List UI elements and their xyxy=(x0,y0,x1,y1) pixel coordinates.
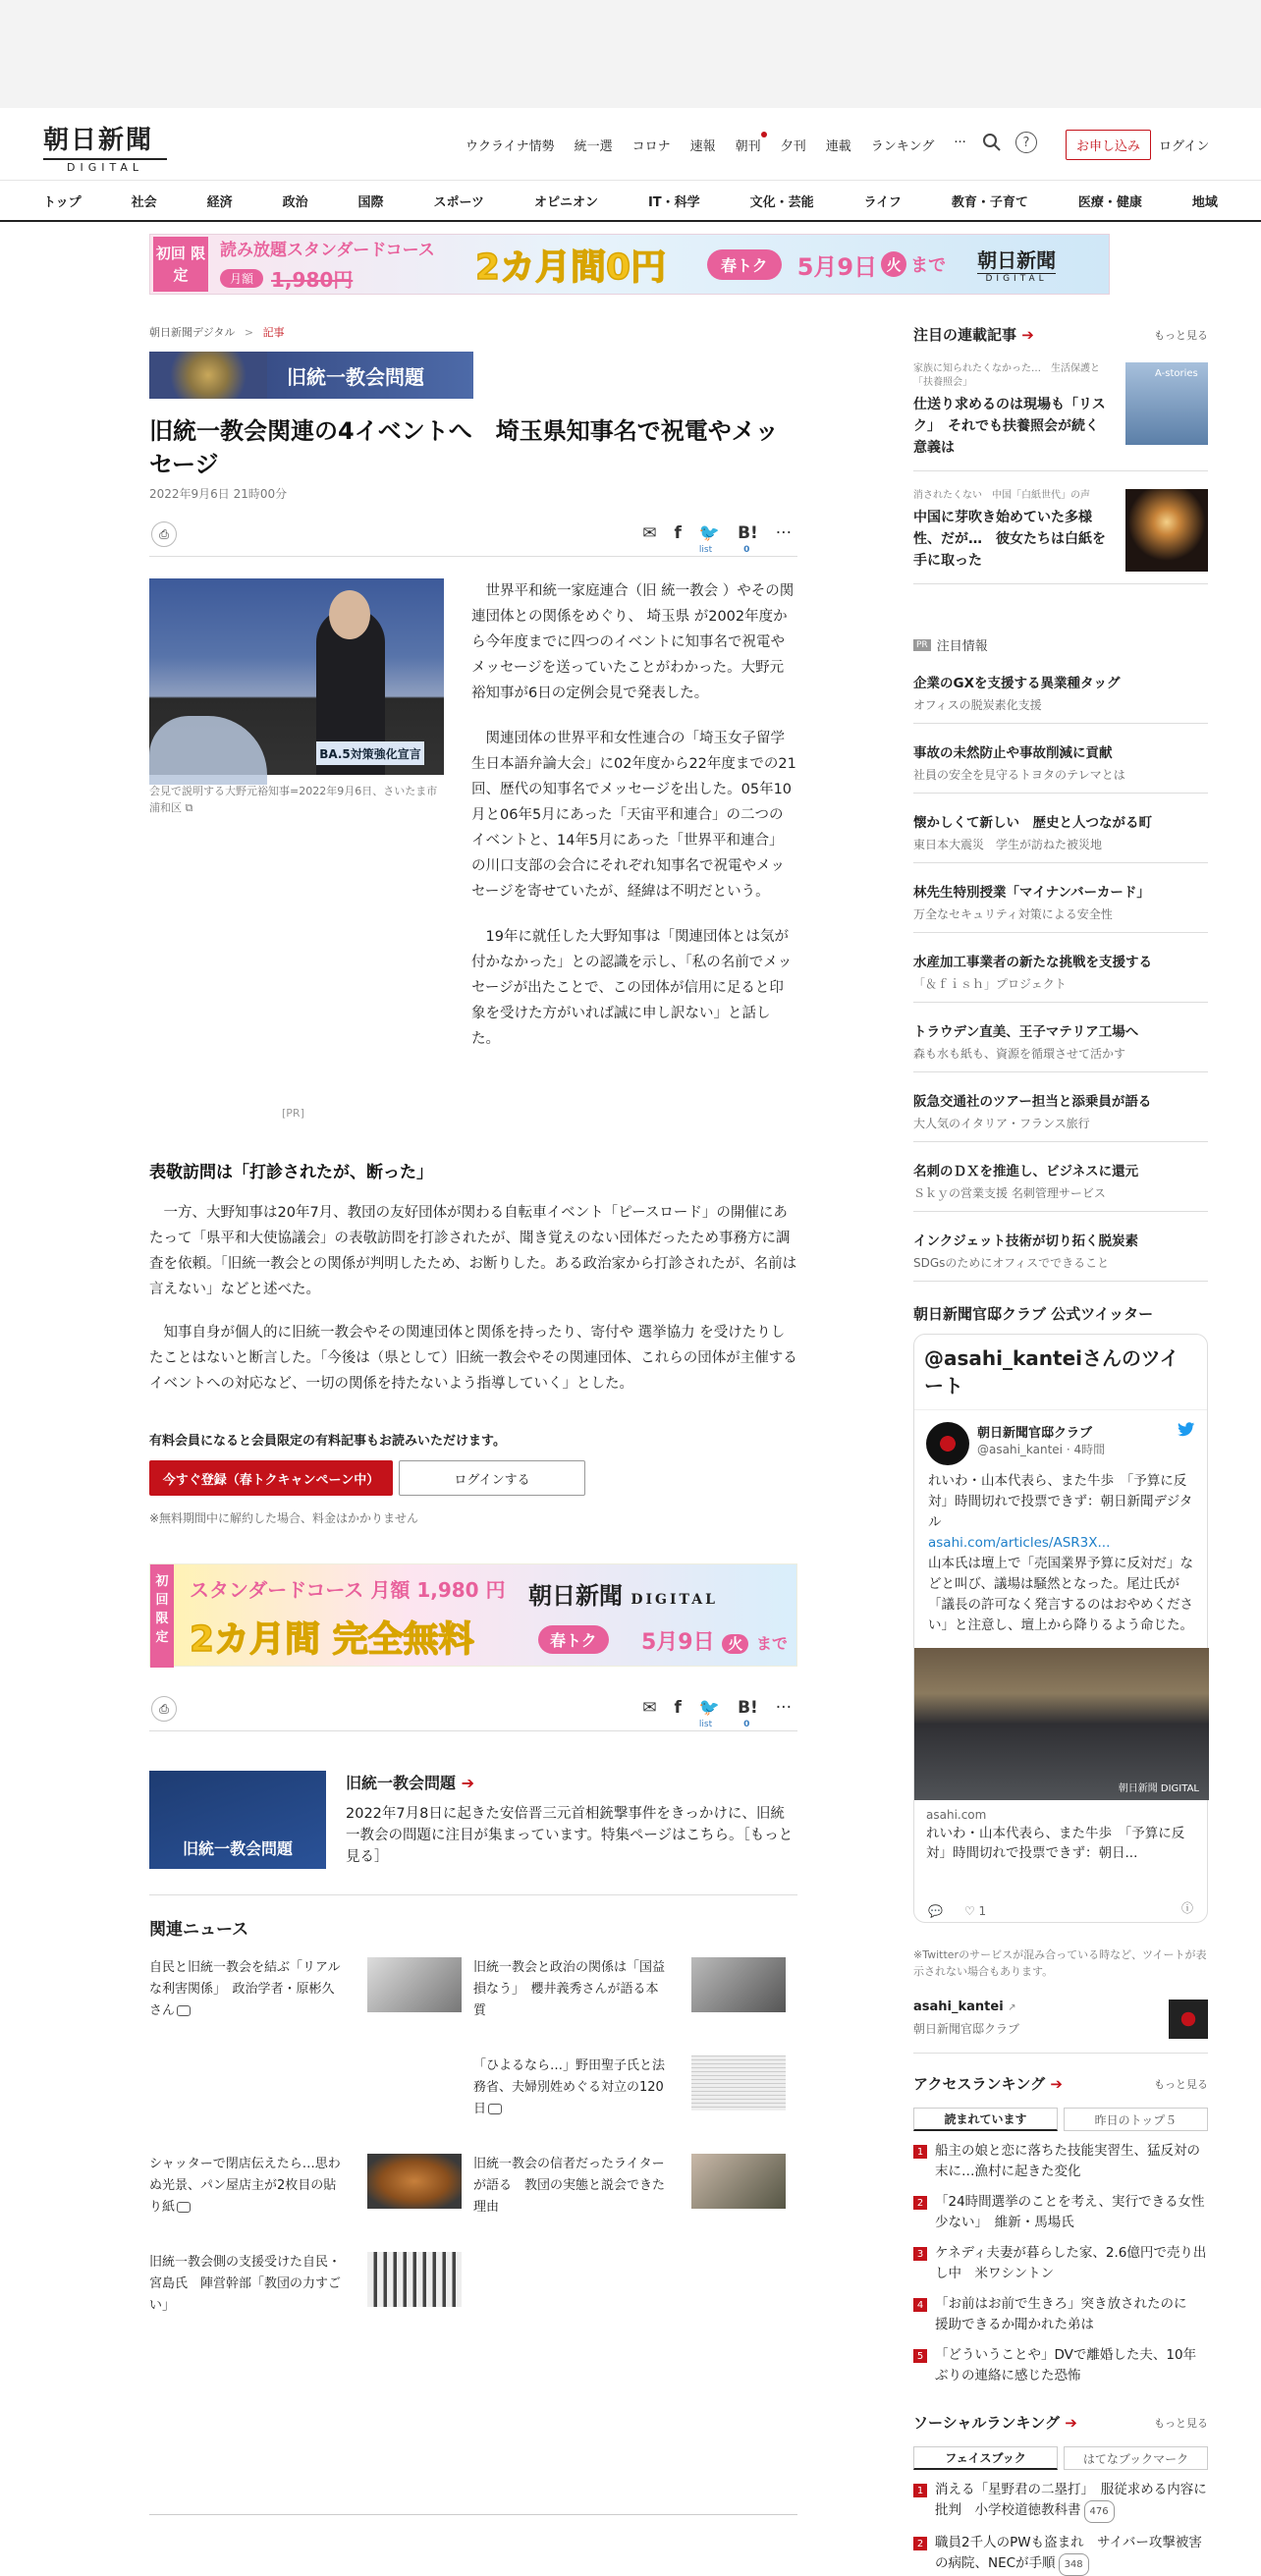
login-link[interactable]: ログイン xyxy=(1159,139,1210,154)
serial-thumb xyxy=(1125,489,1208,572)
twitter-bird-icon xyxy=(1178,1422,1195,1438)
header-nav-item[interactable]: コロナ xyxy=(631,139,671,154)
info-icon[interactable]: ⓘ xyxy=(1180,1901,1193,1915)
more-share-icon[interactable]: ··· xyxy=(775,1698,792,1718)
feature-title: トラウデン直美、王子マテリア工場へ xyxy=(913,1024,1139,1040)
rank-title: 「お前はお前で生きろ」突き放されたのに 援助できるか聞かれた弟は xyxy=(935,2296,1200,2332)
tweet-author[interactable]: 朝日新聞官邸クラブ xyxy=(977,1426,1093,1441)
feature-title: 企業のGXを支援する異業種タッグ xyxy=(913,676,1121,691)
arrow-right-icon: ➔ xyxy=(1065,2414,1077,2432)
ranking-item[interactable] xyxy=(913,2480,1208,2523)
gnav-item[interactable]: IT・科学 xyxy=(647,194,700,210)
global-nav xyxy=(0,181,1261,222)
tweet-photo[interactable] xyxy=(914,1648,1209,1800)
article-body xyxy=(149,1200,797,1397)
related-title: 自民と旧統一教会を結ぶ「リアルな利害関係」 政治学者・原彬久さん xyxy=(149,1960,341,2018)
tweet-card-domain: asahi.com xyxy=(926,1808,987,1822)
ranking-item[interactable] xyxy=(913,2294,1208,2335)
help-icon[interactable]: ? xyxy=(1015,132,1037,153)
related-title xyxy=(149,2055,346,2120)
rank-number: 1 xyxy=(913,2145,927,2159)
serial-title: 仕送り求めるのは現場も「リスク」 それでも扶養照会が続く意義は xyxy=(913,397,1106,456)
ranking-item[interactable] xyxy=(913,2345,1208,2386)
twitter-icon[interactable]: 🐦 list xyxy=(698,1698,721,1729)
related-thumb xyxy=(367,1957,462,2012)
photo-sign: BA.5対策強化宣言 xyxy=(316,741,424,765)
banner-course xyxy=(220,236,475,293)
special-desc: 2022年7月8日に起きた安倍晋三元首相銃撃事件をきっかけに、旧統一教会の問題に注目が集まっています。特集ページはこちら。［もっと見る］ xyxy=(346,1806,794,1865)
comment-icon xyxy=(177,2202,191,2213)
social-header xyxy=(913,2412,1208,2433)
mail-icon[interactable]: ✉ xyxy=(642,523,657,543)
feature-title: 阪急交通社のツアー担当と添乗員が語る xyxy=(913,1094,1152,1110)
site-logo[interactable] xyxy=(43,120,167,174)
facebook-icon[interactable]: f xyxy=(674,523,682,543)
twitter-heading: 朝日新聞官邸クラブ 公式ツイッター xyxy=(913,1305,1154,1323)
rank-number: 5 xyxy=(913,2349,927,2363)
gnav-item[interactable]: オピニオン xyxy=(533,194,598,210)
related-title: 「ひよるなら…」野田聖子氏と法務省、夫婦別姓めぐる対立の120日 xyxy=(473,2058,666,2116)
special-feature[interactable] xyxy=(149,1771,797,1895)
kantei-account[interactable] xyxy=(913,2000,1208,2054)
breadcrumb xyxy=(149,324,797,340)
tweet-photo-logo: 朝日新聞 DIGITAL xyxy=(1118,1783,1199,1794)
search-icon[interactable] xyxy=(982,133,1002,152)
access-tabs xyxy=(913,2108,1208,2131)
tab-yesterday-top5[interactable]: 昨日のトップ５ xyxy=(1064,2108,1208,2131)
top-ad-space xyxy=(0,0,1261,108)
access-heading-text: アクセスランキング xyxy=(913,2075,1046,2093)
more-link[interactable]: もっと見る xyxy=(1154,328,1208,342)
tab-hatena[interactable]: はてなブックマーク xyxy=(1064,2446,1208,2470)
rank-number: 1 xyxy=(913,2484,927,2497)
related-item-empty xyxy=(149,2055,473,2120)
serial-heading[interactable] xyxy=(913,324,1034,345)
feature-sub: 万全なセキュリティ対策による安全性 xyxy=(913,907,1113,921)
feature-item[interactable] xyxy=(913,811,1208,863)
login-button[interactable]: ログインする xyxy=(399,1460,585,1496)
banner-logo-text: 朝日新聞 xyxy=(977,248,1057,272)
kantei-avatar[interactable] xyxy=(1169,2000,1208,2039)
twitter-note: ※Twitterのサービスが混み合っている時など、ツイートが表示されない場合もあります。 xyxy=(913,1948,1207,1978)
banner-date: 5月9日 xyxy=(796,252,878,281)
paragraph: 知事自身が個人的に旧統一教会やその関連団体と関係を持ったり、寄付や 選挙協力 を受けたりしたことはないと断言した。「今後は（県として）旧統一教会やその関連団体、これらの団体が主催するイベントへの対応など、一切の関係を持たないよう指導していく」とした。 xyxy=(149,1325,797,1392)
paragraph: 関連団体の世界平和女性連合の「埼玉女子留学生日本語弁論大会」に02年度から22年度までの21回、歴代の知事名でメッセージを出した。05年10月と06年5月にあった「天宙平和連合」の二つのイベントと、14年5月にあった「世界平和連合」の川口支部の会合にそれぞれ知事名で祝電やメッセージを寄せていたが、経緯は不明だという。 xyxy=(471,731,796,900)
banner-date-group xyxy=(641,1625,788,1656)
related-title: 旧統一教会側の支援受けた自民・宮島氏 陣営幹部「教団の力すごい」 xyxy=(149,2255,342,2313)
twitter-icon[interactable]: 🐦 list xyxy=(698,523,721,555)
campaign-banner-mid[interactable] xyxy=(149,1563,797,1667)
sidebar xyxy=(913,324,1208,2576)
topic-tag-label: 旧統一教会問題 xyxy=(287,364,424,389)
gnav-item[interactable]: 国際 xyxy=(357,194,384,210)
feature-title: 事故の未然防止や事故削減に貢献 xyxy=(913,745,1113,761)
feature-sub: 東日本大震災 学生が訪ねた被災地 xyxy=(913,838,1103,851)
related-item[interactable] xyxy=(149,2154,473,2219)
feature-item[interactable] xyxy=(913,672,1208,724)
share-list-label[interactable]: list xyxy=(698,545,713,555)
related-title: 旧統一教会の信者だったライターが語る 教団の実態と説会できた理由 xyxy=(473,2157,666,2215)
like-count: 1 xyxy=(978,1904,987,1918)
arrow-right-icon: ➔ xyxy=(1050,2075,1063,2093)
ranking-item[interactable] xyxy=(913,2243,1208,2284)
hatena-bookmark-icon[interactable]: B! 0 xyxy=(738,523,758,555)
mail-icon[interactable]: ✉ xyxy=(642,1698,657,1718)
banner-old-price: 1,980円 xyxy=(271,268,354,292)
rank-number: 2 xyxy=(913,2196,927,2210)
related-item[interactable] xyxy=(149,2252,473,2317)
banner-logo-sub: DIGITAL xyxy=(630,1592,718,1608)
feature-item[interactable] xyxy=(913,951,1208,1003)
related-thumb xyxy=(691,1957,786,2012)
feature-sub: 「＆ｆｉｓｈ」プロジェクト xyxy=(913,977,1067,991)
feature-item[interactable] xyxy=(913,1090,1208,1142)
gnav-item[interactable]: ライフ xyxy=(863,194,902,210)
topic-tag-banner[interactable] xyxy=(149,352,473,399)
paywall-note: 有料会員になると会員限定の有料記事もお読みいただけます。 xyxy=(149,1434,506,1449)
pr-label: [PR] xyxy=(282,1107,304,1120)
banner-suffix: まで xyxy=(755,1634,788,1653)
article-main xyxy=(149,324,797,2317)
logo-subtext: DIGITAL xyxy=(43,158,167,174)
rank-title: ケネディ夫妻が暮らした家、2.6億円で売り出し中 米ワシントン xyxy=(935,2245,1207,2281)
kantei-desc: 朝日新聞官邸クラブ xyxy=(913,2022,1020,2036)
share-toolbar xyxy=(149,521,797,557)
related-item[interactable] xyxy=(473,2055,797,2120)
banner-monthly: 月額 xyxy=(220,269,263,288)
header-nav-item[interactable]: 速報 xyxy=(689,139,716,154)
header-nav-item[interactable]: 朝刊 xyxy=(736,136,761,154)
ranking-item[interactable] xyxy=(913,2141,1208,2182)
banner-tag: 初回 限定 xyxy=(153,237,208,292)
gnav-item[interactable]: 医療・健康 xyxy=(1077,194,1142,210)
serial-heading-text: 注目の連載記事 xyxy=(913,326,1017,344)
paragraph: 一方、大野知事は20年7月、教団の友好団体が関わる自転車イベント「ピースロード」の開催にあたって「県平和大使協議会」の表敬訪問を打診されたが、聞き覚えのない団体だったため事務方に調査を依頼。「旧統一教会との関係が判明したため、お断りした。ある政治家から打診されたが、名前は言えない」などと述べた。 xyxy=(149,1205,797,1297)
share-count[interactable]: 0 xyxy=(743,1720,750,1729)
rank-title: 職員2千人のPWも盗まれ サイバー攻撃被害の病院、NECが手順 xyxy=(935,2535,1202,2571)
related-item[interactable] xyxy=(473,2154,797,2219)
feature-title: 名刺のＤＸを推進し、ビジネスに還元 xyxy=(913,1164,1139,1179)
more-share-icon[interactable]: ··· xyxy=(775,523,792,543)
banner-logo-text: 朝日新聞 xyxy=(528,1581,623,1610)
twitter-embed[interactable] xyxy=(913,1334,1208,1923)
rank-number: 4 xyxy=(913,2298,927,2312)
header-nav-item[interactable]: 統一選 xyxy=(574,139,613,154)
feature-title: 水産加工事業者の新たな挑戦を支援する xyxy=(913,955,1152,970)
article-date: 2022年9月6日 21時00分 xyxy=(149,487,288,501)
gnav-item[interactable]: 文化・芸能 xyxy=(749,194,814,210)
feature-sub: 森も水も紙も、資源を循環させて活かす xyxy=(913,1047,1126,1061)
paragraph: 19年に就任した大野知事は「関連団体とは気が付かなかった」との認識を示し、「私の名前でメッセージが出たことで、この団体が信用に足ると印象を受けた方がいれば誠に申し訳ない」と話した。 xyxy=(471,929,793,1047)
tweet-text-part: 山本氏は壇上で「売国業界予算に反対だ」などと叫び、議場は騒然となった。尾辻氏が「議長の許可なく発言するのはおやめください」と注意し、壇上から降りるよう命じた。 xyxy=(928,1556,1193,1633)
gnav-item[interactable]: スポーツ xyxy=(433,194,485,210)
lead-section xyxy=(149,578,797,1138)
serial-category[interactable]: 家族に知られたくなかった… 生活保護と「扶養照会」 xyxy=(913,363,1100,388)
tweet-embed-header: @asahi_kanteiさんのツイート xyxy=(924,1346,1179,1398)
social-tabs xyxy=(913,2446,1208,2470)
feature-heading xyxy=(913,635,1208,654)
gnav-item[interactable]: 教育・子育て xyxy=(951,194,1028,210)
subheading: 表敬訪問は「打診されたが、断った」 xyxy=(149,1163,433,1182)
special-title-text: 旧統一教会問題 xyxy=(346,1774,457,1792)
tweet-handle: @asahi_kantei · 4時間 xyxy=(977,1443,1106,1456)
facebook-icon[interactable]: f xyxy=(674,1698,682,1718)
header-nav xyxy=(466,136,986,154)
tab-most-read[interactable]: 読まれています xyxy=(913,2108,1058,2131)
gnav-item[interactable]: 社会 xyxy=(131,194,157,210)
photo-caption xyxy=(149,783,444,816)
more-menu-icon[interactable]: ··· xyxy=(954,136,966,150)
social-heading-text: ソーシャルランキング xyxy=(913,2414,1060,2432)
header-nav-item[interactable]: 連載 xyxy=(825,139,851,154)
banner-dow: 火 xyxy=(881,251,906,277)
twitter-avatar[interactable] xyxy=(926,1422,969,1465)
related-item[interactable] xyxy=(149,1957,473,2022)
banner-logo-sub: DIGITAL xyxy=(977,273,1056,284)
masthead xyxy=(0,108,1261,181)
banner-tag: 初回 限定 xyxy=(150,1564,174,1668)
article-photo[interactable] xyxy=(149,578,444,775)
special-image[interactable]: 旧統一教会問題 xyxy=(149,1771,326,1869)
photo-figure xyxy=(329,590,370,639)
breadcrumb-current[interactable]: 記事 xyxy=(262,326,285,339)
feature-title: 懐かしくて新しい 歴史と人つながる町 xyxy=(913,815,1152,831)
tweet-text-part: れいわ・山本代表ら、また牛歩 「予算に反対」時間切れで投票できず：朝日新聞デジタル xyxy=(928,1473,1193,1530)
banner-dow: 火 xyxy=(722,1634,748,1654)
banner-logo xyxy=(977,245,1056,284)
banner-date: 5月9日 xyxy=(641,1630,715,1655)
hatena-bookmark-icon[interactable]: B! 0 xyxy=(738,1698,758,1729)
serial-item[interactable] xyxy=(913,362,1208,471)
rank-number: 2 xyxy=(913,2537,927,2550)
feature-sub: 社員の安全を見守るトヨタのテレマとは xyxy=(913,768,1125,782)
comment-icon xyxy=(488,2104,502,2114)
related-item[interactable] xyxy=(473,1957,797,2022)
serial-item[interactable] xyxy=(913,489,1208,584)
serial-thumb: A-stories xyxy=(1125,362,1208,445)
logo-text: 朝日新聞 xyxy=(43,126,154,155)
related-news-list xyxy=(149,1957,797,2317)
cancel-note: ※無料期間中に解約した場合、料金はかかりません xyxy=(149,1511,419,1525)
feature-title: 林先生特別授業「マイナンバーカード」 xyxy=(913,885,1150,901)
pr-badge: PR xyxy=(913,639,931,651)
print-icon[interactable]: ⎙ xyxy=(151,521,177,547)
feature-heading-text: 注目情報 xyxy=(936,639,988,654)
subscribe-button[interactable]: お申し込み xyxy=(1066,130,1151,160)
photo-figure xyxy=(149,716,267,785)
rank-title: 船主の娘と恋に落ちた技能実習生、猛反対の末に…漁村に起きた変化 xyxy=(935,2143,1200,2179)
banner-logo xyxy=(528,1576,718,1611)
related-thumb xyxy=(691,2154,786,2209)
header-nav-item[interactable]: 夕刊 xyxy=(780,139,806,154)
enlarge-icon[interactable]: ⧉ xyxy=(185,801,193,814)
banner-campaign: 春トク xyxy=(538,1625,609,1654)
tweet-card-title[interactable]: れいわ・山本代表ら、また牛歩 「予算に反対」時間切れで投票できず：朝日... xyxy=(926,1826,1185,1861)
share-toolbar-bottom xyxy=(149,1696,797,1731)
rank-number: 3 xyxy=(913,2247,927,2261)
share-list-label[interactable]: list xyxy=(698,1720,713,1729)
rank-title: 消える「星野君の二塁打」 服従求める内容に批判 小学校道徳教科書 xyxy=(935,2482,1207,2518)
serial-title: 中国に芽吹き始めていた多様性、だが… 彼女たちは白紙を手に取った xyxy=(913,510,1106,569)
banner-course-text: 読み放題スタンダードコース xyxy=(220,241,435,260)
caption-text: 会見で説明する大野元裕知事=2022年9月6日、さいたま市浦和区 xyxy=(149,785,438,814)
feature-sub: オフィスの脱炭素化支援 xyxy=(913,698,1042,712)
ranking-item[interactable] xyxy=(913,2192,1208,2233)
banner-main: 2カ月間 完全無料 xyxy=(190,1619,474,1660)
gnav-item[interactable]: 経済 xyxy=(206,194,233,210)
paragraph: 世界平和統一家庭連合（旧 統一教会 ）やその関連団体との関係をめぐり、 埼玉県 が2002年度から今年度までに四つのイベントに知事名で祝電やメッセージを送っていたことがわかった。大野元裕知事が6日の定例会見で発表した。 xyxy=(471,583,795,701)
banner-campaign: 春トク xyxy=(707,249,782,280)
special-title[interactable] xyxy=(346,1771,797,1793)
share-count-badge: 476 xyxy=(1084,2500,1115,2523)
access-header xyxy=(913,2073,1208,2094)
feature-list xyxy=(913,672,1208,1282)
like-icon[interactable]: ♡ 1 xyxy=(963,1904,987,1918)
comment-icon xyxy=(177,2005,191,2016)
related-heading: 関連ニュース xyxy=(149,1920,249,1940)
serial-category[interactable]: 消されたくない 中国「白紙世代」の声 xyxy=(913,490,1090,501)
breadcrumb-sep: > xyxy=(244,326,254,339)
feature-item[interactable] xyxy=(913,881,1208,933)
lead-text xyxy=(471,578,797,1071)
register-button[interactable]: 今すぐ登録（春トクキャンペーン中） xyxy=(149,1460,393,1496)
related-thumb xyxy=(367,2252,462,2307)
banner-course-text: スタンダードコース 月額 1,980 円 xyxy=(190,1578,506,1602)
feature-item[interactable] xyxy=(913,1160,1208,1212)
social-heading[interactable] xyxy=(913,2412,1077,2433)
feature-title: インクジェット技術が切り拓く脱炭素 xyxy=(913,1233,1138,1249)
related-title: 旧統一教会と政治の関係は「国益損なう」 櫻井義秀さんが語る本質 xyxy=(473,1960,666,2018)
share-count[interactable]: 0 xyxy=(743,545,750,555)
feature-sub: Ｓｋｙの営業支援 名刺管理サービス xyxy=(913,1186,1106,1200)
tweet-text xyxy=(914,1465,1207,1642)
more-link[interactable]: もっと見る xyxy=(1154,2077,1208,2091)
print-icon[interactable]: ⎙ xyxy=(151,1696,177,1722)
more-link[interactable]: もっと見る xyxy=(1154,2416,1208,2430)
banner-suffix: まで xyxy=(910,255,947,276)
gnav-item[interactable]: 地域 xyxy=(1191,194,1218,210)
header-nav-item[interactable]: ランキング xyxy=(870,139,935,154)
rank-title: 「24時間選挙のことを考え、実行できる女性少ない」 維新・馬場氏 xyxy=(935,2194,1205,2230)
kantei-name[interactable]: asahi_kantei xyxy=(913,2000,1004,2014)
campaign-banner-top[interactable] xyxy=(149,234,1110,295)
feature-item[interactable] xyxy=(913,741,1208,794)
external-link-icon: ↗ xyxy=(1008,2002,1016,2013)
related-thumb xyxy=(691,2055,786,2110)
related-thumb xyxy=(367,2154,462,2209)
gnav-item[interactable]: トップ xyxy=(43,194,82,210)
tweet-link[interactable]: asahi.com/articles/ASR3X... xyxy=(928,1535,1111,1551)
social-ranking-list xyxy=(913,2480,1208,2576)
serial-header xyxy=(913,324,1208,345)
bottom-divider xyxy=(149,2514,797,2515)
share-count-badge: 348 xyxy=(1059,2553,1089,2576)
feature-sub: 大人気のイタリア・フランス旅行 xyxy=(913,1117,1090,1130)
tab-facebook[interactable]: フェイスブック xyxy=(913,2446,1058,2470)
access-ranking-list xyxy=(913,2141,1208,2386)
banner-main: 2カ月間0円 xyxy=(475,247,667,288)
arrow-right-icon: ➔ xyxy=(461,1774,474,1792)
gnav-item[interactable]: 政治 xyxy=(282,194,308,210)
related-title: シャッターで閉店伝えたら…思わぬ光景、パン屋店主が2枚目の貼り紙 xyxy=(149,2157,341,2215)
breadcrumb-home[interactable]: 朝日新聞デジタル xyxy=(149,326,236,339)
rank-title: 「どういうことや」DVで離婚した夫、10年ぶりの連絡に感じた恐怖 xyxy=(935,2347,1197,2384)
arrow-right-icon: ➔ xyxy=(1021,326,1034,344)
feature-item[interactable] xyxy=(913,1230,1208,1282)
ranking-item[interactable] xyxy=(913,2533,1208,2576)
feature-sub: SDGsのためにオフィスでできること xyxy=(913,1256,1110,1270)
header-nav-item[interactable]: ウクライナ情勢 xyxy=(466,139,555,154)
reply-icon[interactable]: 💬 xyxy=(928,1904,943,1918)
article-title: 旧統一教会関連の4イベントへ 埼玉県知事名で祝電やメッセージ xyxy=(149,417,779,478)
access-heading[interactable] xyxy=(913,2073,1063,2094)
feature-item[interactable] xyxy=(913,1020,1208,1072)
